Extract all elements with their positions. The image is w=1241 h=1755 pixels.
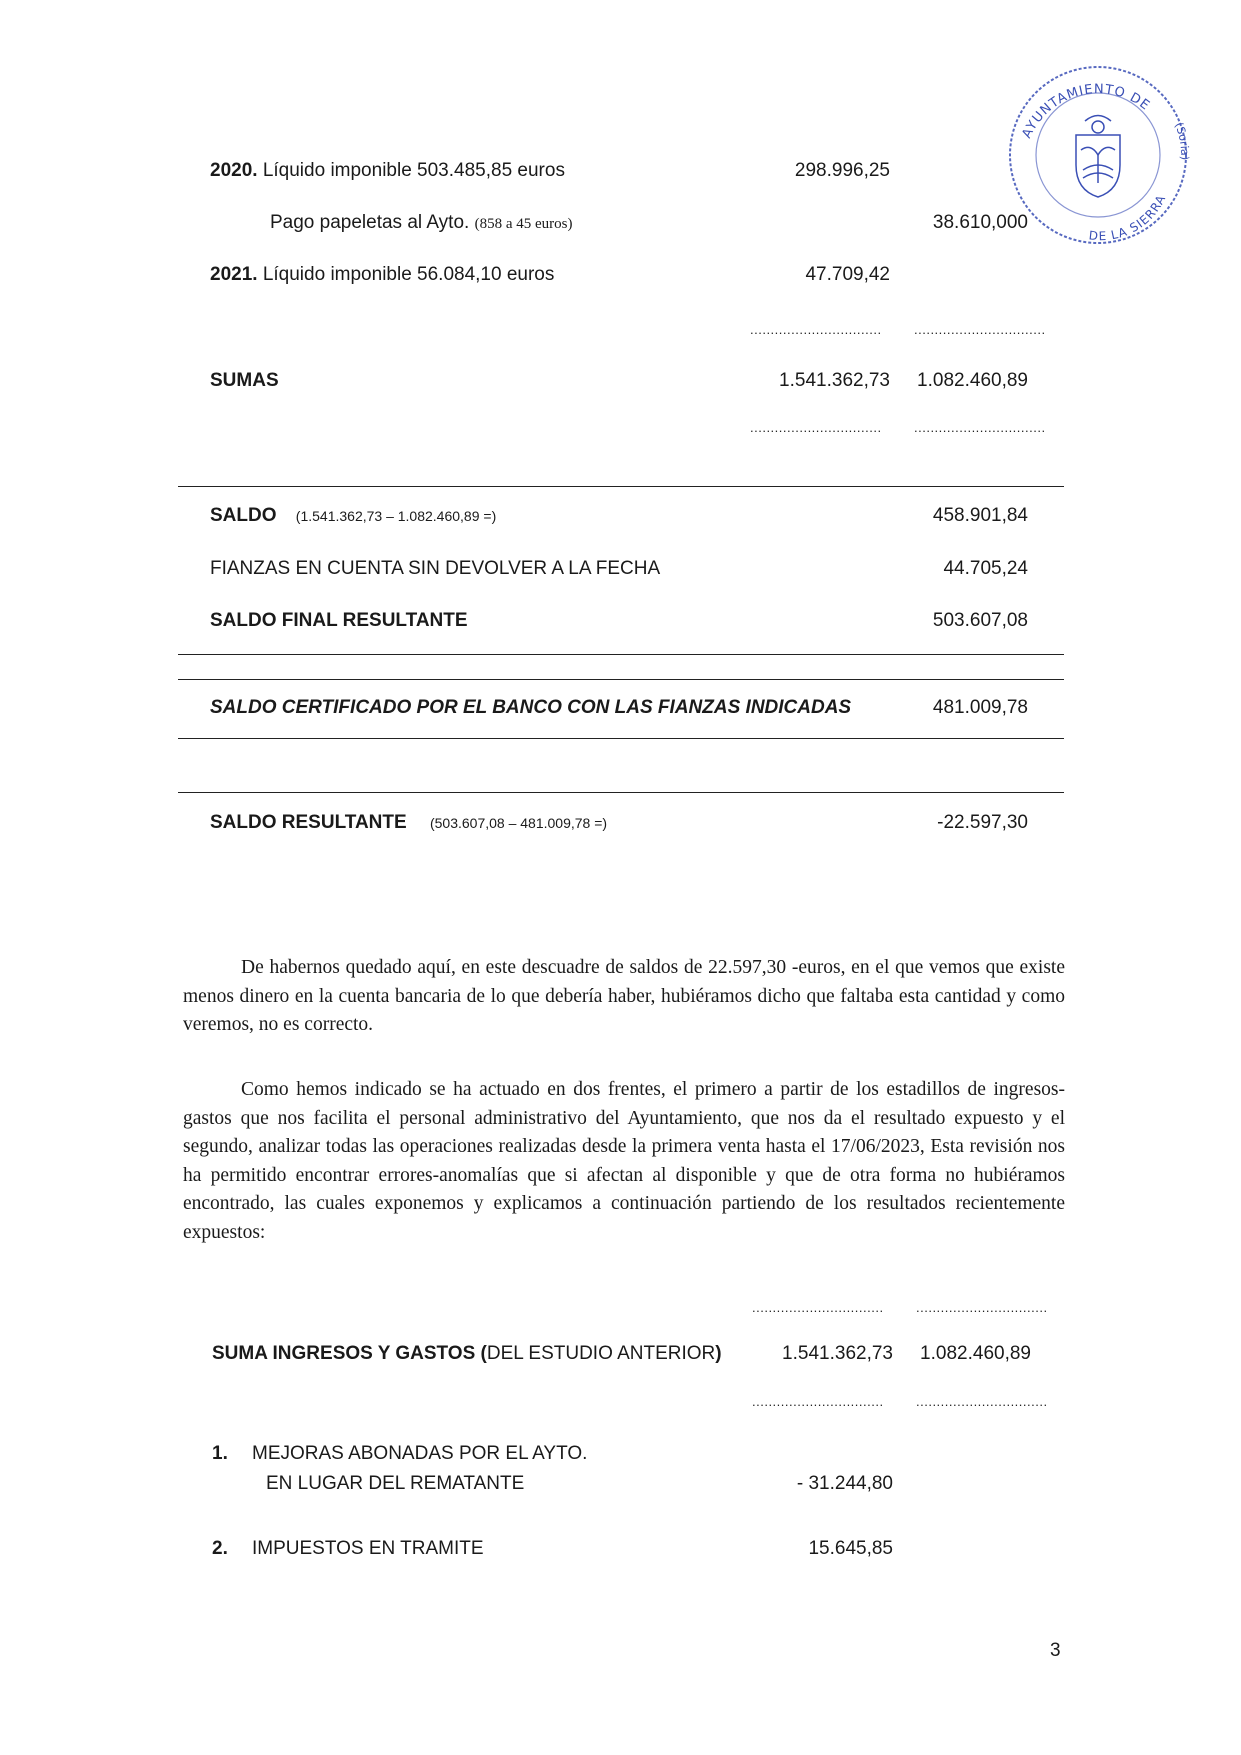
dots-col2: ................................ (914, 322, 1046, 337)
row-papeletas-col2: 38.610,000 (932, 212, 1028, 233)
sumas-col2: 1.082.460,89 (917, 370, 1028, 391)
dots-col2: ................................ (916, 1300, 1048, 1315)
item-1-line2: EN LUGAR DEL REMATANTE (266, 1473, 525, 1494)
dots-col2: ................................ (916, 1394, 1048, 1409)
row-papeletas-note: (858 a 45 euros) (474, 216, 573, 232)
item-1-value: - 31.244,80 (796, 1473, 893, 1494)
saldo-formula: (1.541.362,73 – 1.082.460,89 =) (295, 508, 497, 524)
item-2-value: 15.645,85 (808, 1538, 893, 1559)
divider (178, 738, 1064, 739)
row-papeletas (270, 212, 572, 234)
paragraph-2-text: Como hemos indicado se ha actuado en dos frentes, el primero a partir de los estadillos de ingresos-gastos que nos facilita el personal administrativo del Ayuntamiento, que nos da el resultado expuesto y el segundo, analizar todas las operaciones realizadas desde la primera venta hasta el 17/06/2023, Esta revisión nos ha permitido encontrar errores-anomalías que si afectan al disponible y que de otra forma no hubiéramos encontrado, las cuales exponemos y explicamos a continuación partiendo de los resultados recientemente expuestos: (183, 1079, 1065, 1243)
item-1-line1: MEJORAS ABONADAS POR EL AYTO. (252, 1443, 588, 1464)
fianzas-label: FIANZAS EN CUENTA SIN DEVOLVER A LA FECHA (210, 558, 661, 579)
saldo-resultante-row (210, 812, 607, 834)
divider (178, 654, 1064, 655)
item-1-number: 1. (212, 1443, 228, 1464)
dots-col1: ................................ (752, 1394, 884, 1409)
saldo-row (210, 505, 496, 527)
saldo-label: SALDO (210, 505, 277, 526)
item-2-line1: IMPUESTOS EN TRAMITE (252, 1538, 484, 1559)
row-2021 (210, 264, 554, 286)
row-2021-year: 2021. (210, 264, 258, 285)
fianzas-value: 44.705,24 (943, 558, 1028, 579)
paragraph-1-text: De habernos quedado aquí, en este descuadre de saldos de 22.597,30 -euros, en el que vemos que existe menos dinero en la cuenta bancaria de lo que debería haber, hubiéramos dicho que faltaba esta cantidad y como veremos, no es correcto. (183, 957, 1065, 1035)
row-2020-year: 2020. (210, 160, 258, 181)
dots-col1: ................................ (752, 1300, 884, 1315)
saldo-final-value: 503.607,08 (932, 610, 1028, 631)
divider (178, 792, 1064, 793)
sumas-col1: 1.541.362,73 (779, 370, 890, 391)
sumas-label: SUMAS (210, 370, 279, 391)
paragraph-2 (183, 1076, 1065, 1247)
suma-ingresos-label-bold: SUMA INGRESOS Y GASTOS ( (212, 1343, 487, 1364)
stamp-text-bottom: DE LA SIERRA (1088, 192, 1169, 244)
stamp-text-top: AYUNTAMIENTO DE (1019, 82, 1153, 141)
page-number: 3 (1050, 1640, 1061, 1661)
suma-ingresos-label-end: ) (715, 1343, 722, 1364)
coat-of-arms-icon (1076, 116, 1120, 198)
row-2020 (210, 160, 565, 182)
official-stamp (1003, 55, 1193, 245)
saldo-resultante-value: -22.597,30 (937, 812, 1028, 833)
saldo-resultante-label: SALDO RESULTANTE (210, 812, 407, 833)
row-2021-label: Líquido imponible 56.084,10 euros (257, 264, 555, 285)
saldo-banco-value: 481.009,78 (932, 697, 1028, 718)
dots-col1: ................................ (750, 420, 882, 435)
row-papeletas-label: Pago papeletas al Ayto. (270, 212, 475, 233)
row-2020-label: Líquido imponible 503.485,85 euros (257, 160, 565, 181)
item-2-number: 2. (212, 1538, 228, 1559)
suma-ingresos-label (212, 1343, 722, 1365)
dots-col2: ................................ (914, 420, 1046, 435)
suma-ingresos-col2: 1.082.460,89 (920, 1343, 1031, 1364)
saldo-resultante-formula: (503.607,08 – 481.009,78 =) (429, 815, 608, 831)
divider (178, 486, 1064, 487)
saldo-banco-label: SALDO CERTIFICADO POR EL BANCO CON LAS FIANZAS INDICADAS (210, 697, 852, 718)
stamp-text-right: (Soria) (1172, 120, 1192, 161)
saldo-final-label: SALDO FINAL RESULTANTE (210, 610, 468, 631)
suma-ingresos-label-normal: DEL ESTUDIO ANTERIOR (486, 1343, 716, 1364)
divider (178, 679, 1064, 680)
suma-ingresos-col1: 1.541.362,73 (782, 1343, 893, 1364)
paragraph-1 (183, 954, 1065, 1040)
row-2020-col1: 298.996,25 (794, 160, 890, 181)
dots-col1: ................................ (750, 322, 882, 337)
saldo-value: 458.901,84 (932, 505, 1028, 526)
row-2021-col1: 47.709,42 (805, 264, 890, 285)
